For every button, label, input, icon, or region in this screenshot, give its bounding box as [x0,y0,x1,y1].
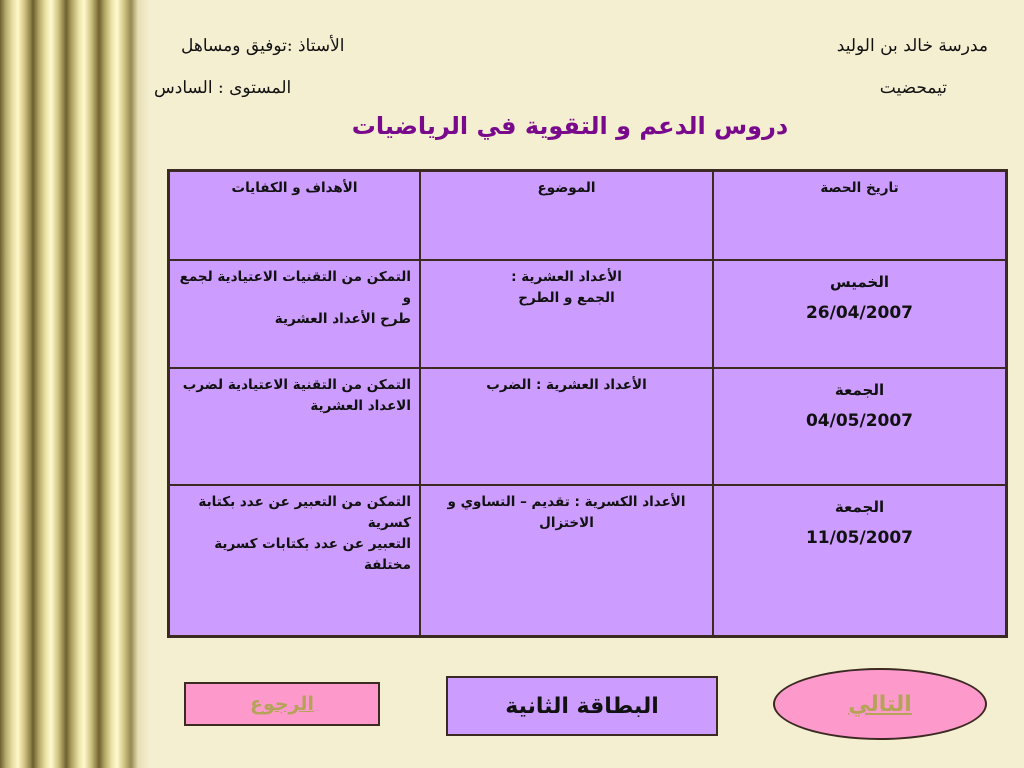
goal-line: طرح الأعداد العشرية [274,310,411,327]
goal-cell [169,368,421,485]
table-row [169,368,1007,485]
goal-line: التمكن من التعبير عن عدد بكتابة كسرية [198,494,411,532]
header-goals: الأهداف و الكفايات [169,171,421,260]
table-row [169,485,1007,636]
lesson-date: 11/05/2007 [805,528,914,549]
goal-cell [169,260,421,368]
lesson-day: الجمعة [834,498,885,517]
lesson-date: 04/05/2007 [805,411,914,432]
goal-line: الاعداد العشرية [310,397,411,414]
topic-line: الجمع و الطرح [518,289,615,306]
topic-cell [420,485,713,636]
goal-cell [169,485,421,636]
topic-cell [420,368,713,485]
lesson-date: 26/04/2007 [805,302,914,323]
back-button[interactable]: الرجوع [184,682,380,726]
date-cell [713,368,1007,485]
topic-cell [420,260,713,368]
topic-line: الأعداد العشرية : [511,268,622,285]
header-date: تاريخ الحصة [713,171,1007,260]
date-cell [713,260,1007,368]
grade-level: المستوى : السادس [154,78,292,98]
header-topic: الموضوع [420,171,713,260]
gold-curtain-decoration [0,0,150,768]
card-title: البطاقة الثانية [446,676,718,736]
goal-line: التمكن من التقنيات الاعتيادية لجمع و [179,268,411,306]
lesson-day: الجمعة [834,380,885,399]
lessons-table [167,169,1008,638]
teacher-name: الأستاذ :توفيق ومساهل [181,36,345,56]
city-name: تيمحضيت [879,78,947,98]
topic-line: الأعداد العشرية : الضرب [486,376,647,393]
page-title: دروس الدعم و التقوية في الرياضيات [351,112,789,140]
topic-line: الاختزال [539,515,594,532]
next-button[interactable]: التالي [773,668,987,740]
lesson-day: الخميس [830,272,889,291]
table-row [169,260,1007,368]
goal-line: التمكن من التقنية الاعتيادية لضرب [182,376,411,393]
school-name: مدرسة خالد بن الوليد [836,36,988,56]
goal-line: التعبير عن عدد بكتابات كسرية مختلفة [214,536,411,573]
table-header-row [169,171,1007,260]
date-cell [713,485,1007,636]
topic-line: الأعداد الكسرية : تقديم – التساوي و [447,494,686,511]
